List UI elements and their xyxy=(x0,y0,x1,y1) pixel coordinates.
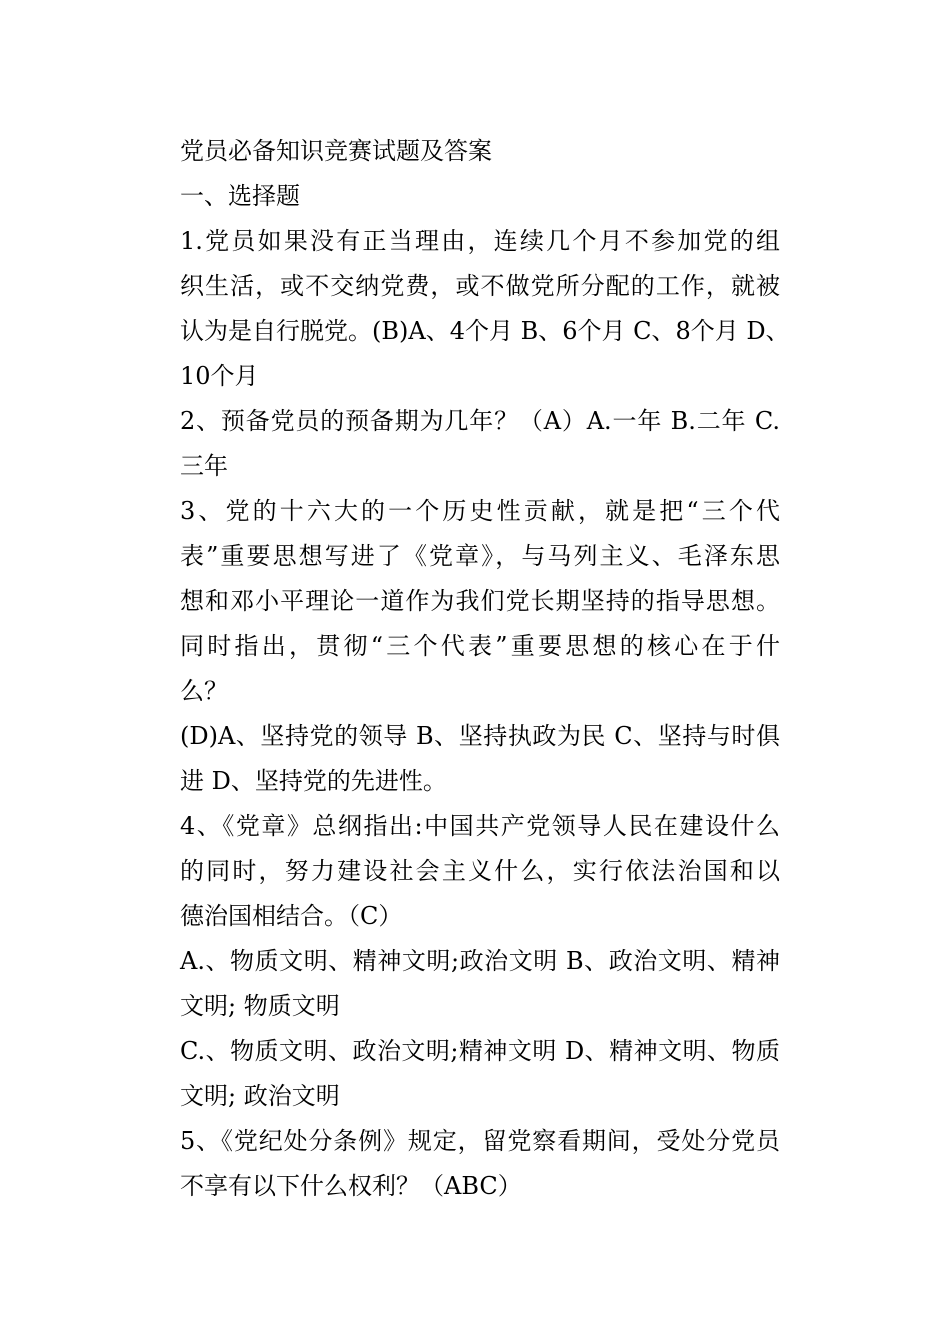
question-1-line-3: 认为是自行脱党。(B)A、4个月 B、6个月 C、8个月 D、 xyxy=(180,317,790,345)
question-4-options-line-4: 文明; 政治文明 xyxy=(180,1082,340,1110)
section-heading: 一、选择题 xyxy=(180,182,300,210)
question-3-line-3: 想和邓小平理论一道作为我们党长期坚持的指导思想。 xyxy=(180,587,780,615)
question-3-options-line-2: 进 D、坚持党的先进性。 xyxy=(180,767,447,795)
question-5-line-2: 不享有以下什么权利？（ABC） xyxy=(180,1172,522,1200)
question-3-line-5: 么？ xyxy=(180,677,228,705)
question-3-line-2: 表”重要思想写进了《党章》，与马列主义、毛泽东思 xyxy=(180,542,780,570)
question-1-line-1: 1.党员如果没有正当理由，连续几个月不参加党的组 xyxy=(180,227,780,255)
question-5-line-1: 5、《党纪处分条例》规定，留党察看期间，受处分党员 xyxy=(180,1127,780,1155)
question-3-line-4: 同时指出，贯彻“三个代表”重要思想的核心在于什 xyxy=(180,632,780,660)
question-4-line-3: 德治国相结合。（C） xyxy=(180,902,403,930)
question-4-options-line-2: 文明; 物质文明 xyxy=(180,992,340,1020)
question-4-line-2: 的同时，努力建设社会主义什么，实行依法治国和以 xyxy=(180,857,780,885)
document-title: 党员必备知识竞赛试题及答案 xyxy=(180,137,492,165)
question-2-line-1: 2、预备党员的预备期为几年？（A）A.一年 B.二年 C. xyxy=(180,407,780,435)
document-body xyxy=(180,129,790,1209)
question-4-options-line-1: A.、物质文明、精神文明;政治文明 B、政治文明、精神 xyxy=(180,947,780,975)
question-4-options-line-3: C.、物质文明、政治文明;精神文明 D、精神文明、物质 xyxy=(180,1037,780,1065)
question-3-options-line-1: (D)A、坚持党的领导 B、坚持执政为民 C、坚持与时俱 xyxy=(180,722,780,750)
question-4-line-1: 4、《党章》总纲指出:中国共产党领导人民在建设什么 xyxy=(180,812,780,840)
question-2-line-2: 三年 xyxy=(180,452,228,480)
question-1-line-2: 织生活，或不交纳党费，或不做党所分配的工作，就被 xyxy=(180,272,780,300)
question-3-line-1: 3、党的十六大的一个历史性贡献，就是把“三个代 xyxy=(180,497,780,525)
question-1-line-4: 10个月 xyxy=(180,362,259,390)
